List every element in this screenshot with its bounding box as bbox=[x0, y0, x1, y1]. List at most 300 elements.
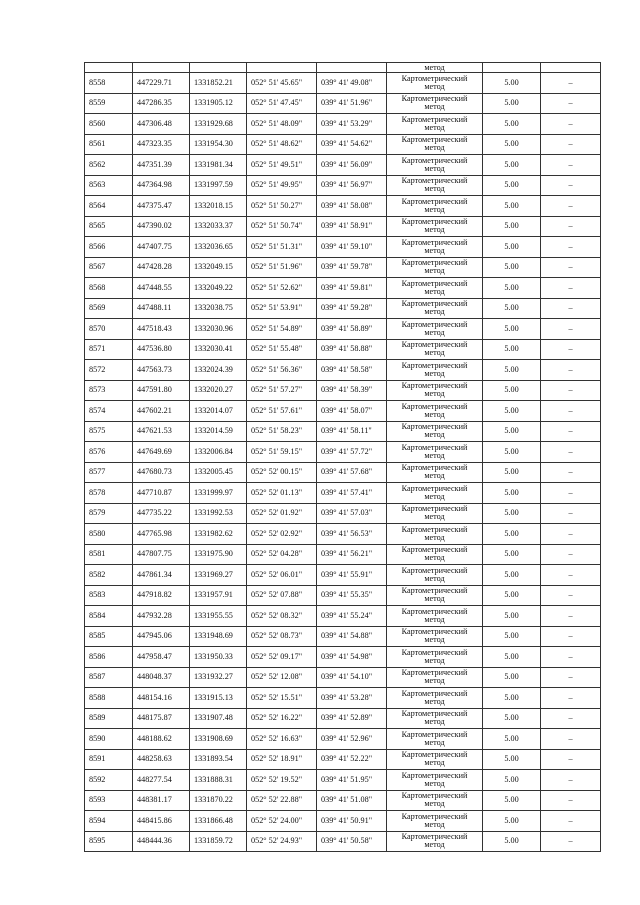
method-line-2: метод bbox=[424, 471, 445, 481]
x-coordinate-cell: 448048.37 bbox=[133, 667, 190, 688]
latitude-cell: 052° 51' 55.48" bbox=[247, 339, 317, 360]
latitude-cell: 052° 51' 57.27" bbox=[247, 380, 317, 401]
latitude-cell: 052° 52' 15.51" bbox=[247, 688, 317, 709]
latitude-cell: 052° 52' 01.92" bbox=[247, 503, 317, 524]
longitude-cell: 039° 41' 52.96" bbox=[317, 729, 387, 750]
latitude-cell: 052° 52' 12.08" bbox=[247, 667, 317, 688]
method-line-2: метод bbox=[424, 450, 445, 460]
x-coordinate-cell: 447407.75 bbox=[133, 237, 190, 258]
accuracy-cell: 5.00 bbox=[483, 667, 541, 688]
method-line-1: Картометрический bbox=[401, 483, 468, 493]
accuracy-cell: 5.00 bbox=[483, 565, 541, 586]
method-line-1: Картометрический bbox=[401, 278, 468, 288]
method-line-2: метод bbox=[424, 122, 445, 132]
method-cell bbox=[387, 626, 483, 647]
y-coordinate-cell: 1331957.91 bbox=[190, 585, 247, 606]
method-cell: метод bbox=[387, 63, 483, 73]
description-cell: – bbox=[541, 257, 601, 278]
table-row bbox=[85, 216, 601, 237]
method-line-1: Картометрический bbox=[401, 709, 468, 719]
y-coordinate-cell: 1331905.12 bbox=[190, 93, 247, 114]
x-coordinate-cell: 448188.62 bbox=[133, 729, 190, 750]
table-row bbox=[85, 114, 601, 135]
x-coordinate-cell: 447448.55 bbox=[133, 278, 190, 299]
method-cell bbox=[387, 749, 483, 770]
point-number-cell: 8564 bbox=[85, 196, 133, 217]
method-line-2: метод bbox=[424, 143, 445, 153]
x-coordinate-cell: 448381.17 bbox=[133, 790, 190, 811]
x-coordinate-cell: 447861.34 bbox=[133, 565, 190, 586]
point-number-cell: 8572 bbox=[85, 360, 133, 381]
table-row bbox=[85, 729, 601, 750]
longitude-cell: 039° 41' 55.91" bbox=[317, 565, 387, 586]
method-line-1: Картометрический bbox=[401, 668, 468, 678]
method-cell bbox=[387, 319, 483, 340]
method-line-1: Картометрический bbox=[401, 299, 468, 309]
y-coordinate-cell: 1331859.72 bbox=[190, 831, 247, 852]
method-line-1: Картометрический bbox=[401, 196, 468, 206]
description-cell: – bbox=[541, 503, 601, 524]
method-line-2: метод bbox=[424, 225, 445, 235]
table-row bbox=[85, 626, 601, 647]
longitude-cell: 039° 41' 49.08" bbox=[317, 73, 387, 94]
table-row bbox=[85, 647, 601, 668]
method-cell bbox=[387, 790, 483, 811]
point-number-cell: 8574 bbox=[85, 401, 133, 422]
table-row bbox=[85, 770, 601, 791]
method-cell bbox=[387, 339, 483, 360]
method-line-1: Картометрический bbox=[401, 94, 468, 104]
longitude-cell: 039° 41' 56.97" bbox=[317, 175, 387, 196]
y-coordinate-cell: 1332020.27 bbox=[190, 380, 247, 401]
point-number-cell: 8581 bbox=[85, 544, 133, 565]
method-line-2: метод bbox=[424, 717, 445, 727]
point-number-cell: 8569 bbox=[85, 298, 133, 319]
description-cell: – bbox=[541, 790, 601, 811]
accuracy-cell: 5.00 bbox=[483, 278, 541, 299]
latitude-cell: 052° 51' 45.65" bbox=[247, 73, 317, 94]
x-coordinate-cell: 448175.87 bbox=[133, 708, 190, 729]
table-row bbox=[85, 421, 601, 442]
accuracy-cell: 5.00 bbox=[483, 237, 541, 258]
method-line-1: Картометрический bbox=[401, 360, 468, 370]
accuracy-cell: 5.00 bbox=[483, 175, 541, 196]
method-cell bbox=[387, 196, 483, 217]
x-coordinate-cell: 447765.98 bbox=[133, 524, 190, 545]
point-number-cell: 8567 bbox=[85, 257, 133, 278]
description-cell: – bbox=[541, 401, 601, 422]
y-coordinate-cell: 1331981.34 bbox=[190, 155, 247, 176]
latitude-cell: 052° 52' 06.01" bbox=[247, 565, 317, 586]
point-number-cell: 8595 bbox=[85, 831, 133, 852]
description-cell: – bbox=[541, 729, 601, 750]
method-line-1: Картометрический bbox=[401, 114, 468, 124]
method-cell bbox=[387, 688, 483, 709]
point-number-cell: 8570 bbox=[85, 319, 133, 340]
longitude-cell: 039° 41' 58.91" bbox=[317, 216, 387, 237]
table-cell bbox=[247, 63, 317, 73]
x-coordinate-cell: 448258.63 bbox=[133, 749, 190, 770]
method-line-1: Картометрический bbox=[401, 606, 468, 616]
longitude-cell: 039° 41' 53.28" bbox=[317, 688, 387, 709]
accuracy-cell: 5.00 bbox=[483, 155, 541, 176]
longitude-cell: 039° 41' 58.07" bbox=[317, 401, 387, 422]
longitude-cell: 039° 41' 51.95" bbox=[317, 770, 387, 791]
description-cell: – bbox=[541, 216, 601, 237]
description-cell: – bbox=[541, 647, 601, 668]
method-line-2: метод bbox=[424, 286, 445, 296]
table-row bbox=[85, 606, 601, 627]
longitude-cell: 039° 41' 59.28" bbox=[317, 298, 387, 319]
x-coordinate-cell: 448277.54 bbox=[133, 770, 190, 791]
description-cell: – bbox=[541, 73, 601, 94]
table-row bbox=[85, 298, 601, 319]
accuracy-cell: 5.00 bbox=[483, 688, 541, 709]
point-number-cell: 8583 bbox=[85, 585, 133, 606]
description-cell: – bbox=[541, 442, 601, 463]
longitude-cell: 039° 41' 52.89" bbox=[317, 708, 387, 729]
x-coordinate-cell: 447518.43 bbox=[133, 319, 190, 340]
method-line-2: метод bbox=[424, 184, 445, 194]
longitude-cell: 039° 41' 51.08" bbox=[317, 790, 387, 811]
table-row bbox=[85, 442, 601, 463]
latitude-cell: 052° 52' 07.88" bbox=[247, 585, 317, 606]
method-line-2: метод bbox=[424, 737, 445, 747]
method-line-2: метод bbox=[424, 348, 445, 358]
method-line-1: Картометрический bbox=[401, 401, 468, 411]
latitude-cell: 052° 52' 22.88" bbox=[247, 790, 317, 811]
method-cell bbox=[387, 770, 483, 791]
longitude-cell: 039° 41' 56.09" bbox=[317, 155, 387, 176]
method-line-2: метод bbox=[424, 81, 445, 91]
table-row bbox=[85, 73, 601, 94]
y-coordinate-cell: 1331907.48 bbox=[190, 708, 247, 729]
longitude-cell: 039° 41' 57.72" bbox=[317, 442, 387, 463]
y-coordinate-cell: 1332030.96 bbox=[190, 319, 247, 340]
method-line-2: метод bbox=[424, 573, 445, 583]
x-coordinate-cell: 447306.48 bbox=[133, 114, 190, 135]
description-cell: – bbox=[541, 196, 601, 217]
description-cell: – bbox=[541, 606, 601, 627]
latitude-cell: 052° 51' 58.23" bbox=[247, 421, 317, 442]
method-cell bbox=[387, 93, 483, 114]
latitude-cell: 052° 52' 01.13" bbox=[247, 483, 317, 504]
description-cell: – bbox=[541, 237, 601, 258]
method-cell bbox=[387, 257, 483, 278]
method-cell bbox=[387, 831, 483, 852]
method-line-2: метод bbox=[424, 327, 445, 337]
longitude-cell: 039° 41' 50.58" bbox=[317, 831, 387, 852]
description-cell: – bbox=[541, 811, 601, 832]
latitude-cell: 052° 52' 04.28" bbox=[247, 544, 317, 565]
accuracy-cell: 5.00 bbox=[483, 790, 541, 811]
method-line-2: метод bbox=[424, 799, 445, 809]
latitude-cell: 052° 51' 59.15" bbox=[247, 442, 317, 463]
description-cell: – bbox=[541, 114, 601, 135]
y-coordinate-cell: 1332006.84 bbox=[190, 442, 247, 463]
method-cell bbox=[387, 298, 483, 319]
table-cell bbox=[541, 63, 601, 73]
description-cell: – bbox=[541, 749, 601, 770]
y-coordinate-cell: 1331982.62 bbox=[190, 524, 247, 545]
table-row-continuation bbox=[85, 63, 601, 73]
latitude-cell: 052° 51' 49.51" bbox=[247, 155, 317, 176]
method-line-1: Картометрический bbox=[401, 524, 468, 534]
latitude-cell: 052° 51' 50.27" bbox=[247, 196, 317, 217]
method-cell bbox=[387, 667, 483, 688]
document-page bbox=[84, 62, 600, 852]
description-cell: – bbox=[541, 524, 601, 545]
table-row bbox=[85, 483, 601, 504]
latitude-cell: 052° 51' 56.36" bbox=[247, 360, 317, 381]
method-line-1: Картометрический bbox=[401, 319, 468, 329]
latitude-cell: 052° 52' 16.22" bbox=[247, 708, 317, 729]
latitude-cell: 052° 51' 54.89" bbox=[247, 319, 317, 340]
y-coordinate-cell: 1331908.69 bbox=[190, 729, 247, 750]
longitude-cell: 039° 41' 53.29" bbox=[317, 114, 387, 135]
method-cell bbox=[387, 606, 483, 627]
table-row bbox=[85, 524, 601, 545]
point-number-cell: 8563 bbox=[85, 175, 133, 196]
accuracy-cell: 5.00 bbox=[483, 606, 541, 627]
y-coordinate-cell: 1331866.48 bbox=[190, 811, 247, 832]
latitude-cell: 052° 52' 19.52" bbox=[247, 770, 317, 791]
point-number-cell: 8582 bbox=[85, 565, 133, 586]
accuracy-cell: 5.00 bbox=[483, 114, 541, 135]
point-number-cell: 8579 bbox=[85, 503, 133, 524]
point-number-cell: 8593 bbox=[85, 790, 133, 811]
y-coordinate-cell: 1332033.37 bbox=[190, 216, 247, 237]
x-coordinate-cell: 447286.35 bbox=[133, 93, 190, 114]
y-coordinate-cell: 1331852.21 bbox=[190, 73, 247, 94]
description-cell: – bbox=[541, 708, 601, 729]
longitude-cell: 039° 41' 59.81" bbox=[317, 278, 387, 299]
accuracy-cell: 5.00 bbox=[483, 708, 541, 729]
accuracy-cell: 5.00 bbox=[483, 73, 541, 94]
method-line-2: метод bbox=[424, 594, 445, 604]
longitude-cell: 039° 41' 58.08" bbox=[317, 196, 387, 217]
method-cell bbox=[387, 544, 483, 565]
y-coordinate-cell: 1331915.13 bbox=[190, 688, 247, 709]
y-coordinate-cell: 1332018.15 bbox=[190, 196, 247, 217]
longitude-cell: 039° 41' 59.10" bbox=[317, 237, 387, 258]
x-coordinate-cell: 447945.06 bbox=[133, 626, 190, 647]
accuracy-cell: 5.00 bbox=[483, 483, 541, 504]
table-row bbox=[85, 278, 601, 299]
method-cell bbox=[387, 708, 483, 729]
method-line-1: Картометрический bbox=[401, 422, 468, 432]
method-line-2: метод bbox=[424, 840, 445, 850]
accuracy-cell: 5.00 bbox=[483, 380, 541, 401]
accuracy-cell: 5.00 bbox=[483, 462, 541, 483]
description-cell: – bbox=[541, 544, 601, 565]
x-coordinate-cell: 447621.53 bbox=[133, 421, 190, 442]
latitude-cell: 052° 51' 57.61" bbox=[247, 401, 317, 422]
longitude-cell: 039° 41' 59.78" bbox=[317, 257, 387, 278]
method-line-2: метод bbox=[424, 389, 445, 399]
y-coordinate-cell: 1331932.27 bbox=[190, 667, 247, 688]
table-row bbox=[85, 237, 601, 258]
description-cell: – bbox=[541, 298, 601, 319]
method-line-2: метод bbox=[424, 635, 445, 645]
description-cell: – bbox=[541, 360, 601, 381]
accuracy-cell: 5.00 bbox=[483, 749, 541, 770]
table-row bbox=[85, 196, 601, 217]
accuracy-cell: 5.00 bbox=[483, 360, 541, 381]
accuracy-cell: 5.00 bbox=[483, 544, 541, 565]
description-cell: – bbox=[541, 462, 601, 483]
x-coordinate-cell: 447428.28 bbox=[133, 257, 190, 278]
longitude-cell: 039° 41' 58.11" bbox=[317, 421, 387, 442]
method-line-1: Картометрический bbox=[401, 565, 468, 575]
method-cell bbox=[387, 360, 483, 381]
description-cell: – bbox=[541, 134, 601, 155]
latitude-cell: 052° 52' 18.91" bbox=[247, 749, 317, 770]
x-coordinate-cell: 447375.47 bbox=[133, 196, 190, 217]
table-row bbox=[85, 360, 601, 381]
description-cell: – bbox=[541, 93, 601, 114]
method-line-2: метод bbox=[424, 163, 445, 173]
longitude-cell: 039° 41' 55.24" bbox=[317, 606, 387, 627]
longitude-cell: 039° 41' 50.91" bbox=[317, 811, 387, 832]
method-cell bbox=[387, 811, 483, 832]
coordinates-table bbox=[84, 62, 601, 852]
y-coordinate-cell: 1331992.53 bbox=[190, 503, 247, 524]
y-coordinate-cell: 1331948.69 bbox=[190, 626, 247, 647]
method-line-1: Картометрический bbox=[401, 176, 468, 186]
method-line-2: метод bbox=[424, 245, 445, 255]
y-coordinate-cell: 1331955.55 bbox=[190, 606, 247, 627]
accuracy-cell: 5.00 bbox=[483, 196, 541, 217]
method-line-2: метод bbox=[424, 696, 445, 706]
accuracy-cell: 5.00 bbox=[483, 729, 541, 750]
latitude-cell: 052° 52' 02.92" bbox=[247, 524, 317, 545]
longitude-cell: 039° 41' 57.03" bbox=[317, 503, 387, 524]
longitude-cell: 039° 41' 54.88" bbox=[317, 626, 387, 647]
point-number-cell: 8580 bbox=[85, 524, 133, 545]
point-number-cell: 8565 bbox=[85, 216, 133, 237]
table-row bbox=[85, 544, 601, 565]
y-coordinate-cell: 1332036.65 bbox=[190, 237, 247, 258]
method-line-2: метод bbox=[424, 409, 445, 419]
accuracy-cell: 5.00 bbox=[483, 585, 541, 606]
method-line-1: Картометрический bbox=[401, 463, 468, 473]
method-cell bbox=[387, 585, 483, 606]
longitude-cell: 039° 41' 51.96" bbox=[317, 93, 387, 114]
method-line-1: Картометрический bbox=[401, 729, 468, 739]
y-coordinate-cell: 1332038.75 bbox=[190, 298, 247, 319]
longitude-cell: 039° 41' 58.39" bbox=[317, 380, 387, 401]
description-cell: – bbox=[541, 770, 601, 791]
accuracy-cell: 5.00 bbox=[483, 216, 541, 237]
table-row bbox=[85, 155, 601, 176]
point-number-cell: 8589 bbox=[85, 708, 133, 729]
x-coordinate-cell: 447229.71 bbox=[133, 73, 190, 94]
method-line-1: Картометрический bbox=[401, 647, 468, 657]
x-coordinate-cell: 447918.82 bbox=[133, 585, 190, 606]
table-row bbox=[85, 749, 601, 770]
method-line-2: метод bbox=[424, 204, 445, 214]
x-coordinate-cell: 447680.73 bbox=[133, 462, 190, 483]
method-cell bbox=[387, 155, 483, 176]
method-cell bbox=[387, 134, 483, 155]
method-line-1: Картометрический bbox=[401, 258, 468, 268]
x-coordinate-cell: 447563.73 bbox=[133, 360, 190, 381]
latitude-cell: 052° 52' 00.15" bbox=[247, 462, 317, 483]
point-number-cell: 8588 bbox=[85, 688, 133, 709]
method-line-1: Картометрический bbox=[401, 135, 468, 145]
table-row bbox=[85, 462, 601, 483]
latitude-cell: 052° 52' 24.00" bbox=[247, 811, 317, 832]
accuracy-cell: 5.00 bbox=[483, 524, 541, 545]
y-coordinate-cell: 1332014.59 bbox=[190, 421, 247, 442]
accuracy-cell: 5.00 bbox=[483, 401, 541, 422]
method-cell bbox=[387, 216, 483, 237]
table-row bbox=[85, 565, 601, 586]
accuracy-cell: 5.00 bbox=[483, 257, 541, 278]
table-cell bbox=[317, 63, 387, 73]
method-line-1: Картометрический bbox=[401, 73, 468, 83]
table-cell bbox=[85, 63, 133, 73]
x-coordinate-cell: 447649.69 bbox=[133, 442, 190, 463]
method-line-1: Картометрический bbox=[401, 504, 468, 514]
x-coordinate-cell: 447488.11 bbox=[133, 298, 190, 319]
latitude-cell: 052° 51' 51.31" bbox=[247, 237, 317, 258]
longitude-cell: 039° 41' 54.98" bbox=[317, 647, 387, 668]
method-line-2: метод bbox=[424, 512, 445, 522]
x-coordinate-cell: 447710.87 bbox=[133, 483, 190, 504]
method-line-1: Картометрический bbox=[401, 627, 468, 637]
latitude-cell: 052° 51' 47.45" bbox=[247, 93, 317, 114]
x-coordinate-cell: 448444.36 bbox=[133, 831, 190, 852]
y-coordinate-cell: 1331893.54 bbox=[190, 749, 247, 770]
y-coordinate-cell: 1331999.97 bbox=[190, 483, 247, 504]
table-row bbox=[85, 790, 601, 811]
latitude-cell: 052° 51' 52.62" bbox=[247, 278, 317, 299]
accuracy-cell: 5.00 bbox=[483, 503, 541, 524]
table-row bbox=[85, 339, 601, 360]
x-coordinate-cell: 447364.98 bbox=[133, 175, 190, 196]
method-line-2: метод bbox=[424, 368, 445, 378]
method-cell bbox=[387, 462, 483, 483]
description-cell: – bbox=[541, 175, 601, 196]
y-coordinate-cell: 1331975.90 bbox=[190, 544, 247, 565]
longitude-cell: 039° 41' 54.10" bbox=[317, 667, 387, 688]
accuracy-cell: 5.00 bbox=[483, 626, 541, 647]
point-number-cell: 8590 bbox=[85, 729, 133, 750]
method-cell bbox=[387, 483, 483, 504]
method-line-1: Картометрический bbox=[401, 217, 468, 227]
accuracy-cell: 5.00 bbox=[483, 421, 541, 442]
y-coordinate-cell: 1331870.22 bbox=[190, 790, 247, 811]
method-line-1: Картометрический bbox=[401, 586, 468, 596]
table-row bbox=[85, 257, 601, 278]
y-coordinate-cell: 1332005.45 bbox=[190, 462, 247, 483]
accuracy-cell: 5.00 bbox=[483, 770, 541, 791]
description-cell: – bbox=[541, 688, 601, 709]
method-cell bbox=[387, 647, 483, 668]
y-coordinate-cell: 1332024.39 bbox=[190, 360, 247, 381]
table-row bbox=[85, 380, 601, 401]
table-row bbox=[85, 667, 601, 688]
method-line-1: Картометрический bbox=[401, 237, 468, 247]
point-number-cell: 8585 bbox=[85, 626, 133, 647]
method-cell bbox=[387, 524, 483, 545]
latitude-cell: 052° 51' 48.62" bbox=[247, 134, 317, 155]
longitude-cell: 039° 41' 58.88" bbox=[317, 339, 387, 360]
method-line-1: Картометрический bbox=[401, 442, 468, 452]
longitude-cell: 039° 41' 57.68" bbox=[317, 462, 387, 483]
